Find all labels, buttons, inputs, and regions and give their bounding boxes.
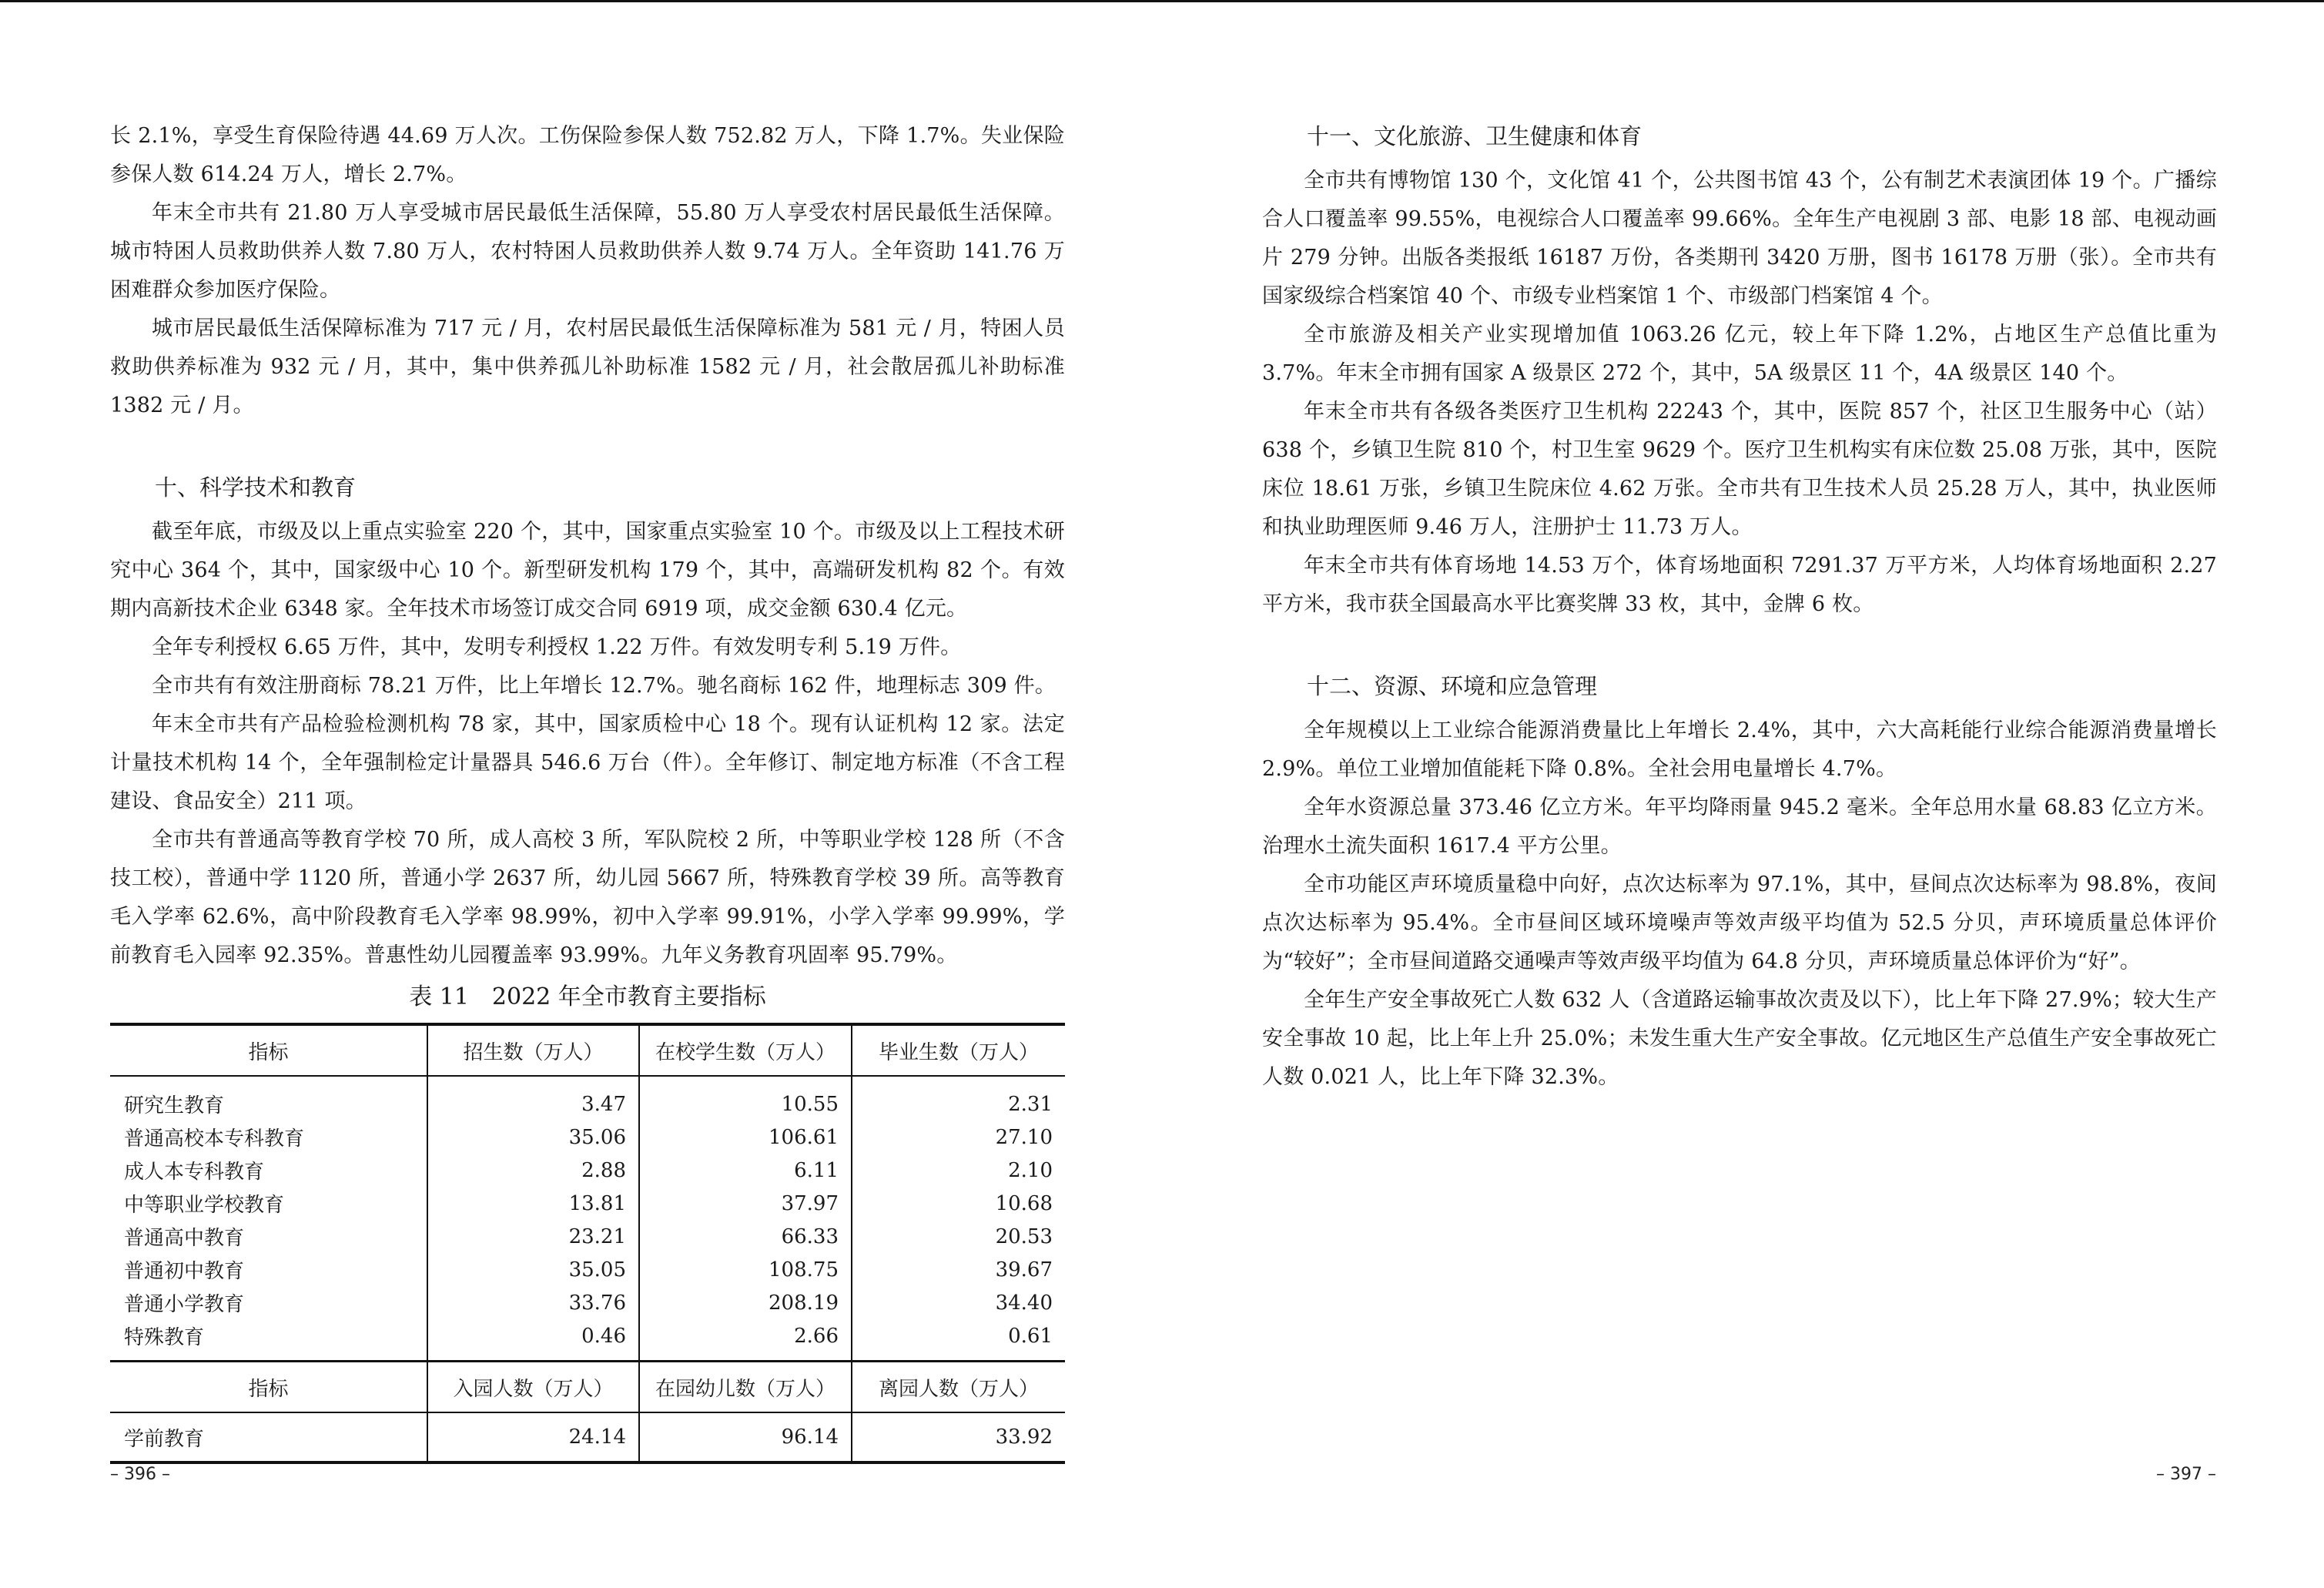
cell: 3.47	[427, 1076, 639, 1121]
column-header: 离园人数（万人）	[852, 1362, 1065, 1413]
page-number: – 397 –	[2156, 1465, 2216, 1484]
row-label: 普通高校本专科教育	[124, 1127, 305, 1151]
cell: 0.61	[852, 1319, 1065, 1362]
cell: 24.14	[427, 1412, 639, 1462]
paragraph: 年末全市共有各级各类医疗卫生机构 22243 个，其中，医院 857 个，社区卫生服务中心（站）638 个，乡镇卫生院 810 个，村卫生室 9629 个。医疗卫生机构实有床位数 25.08 万张，其中，医院床位 18.61 万张，乡镇卫生院床位 4.62 万张。全市共有卫生技术人员 25.28 万人，其中，执业医师和执业助理医师 9.46 万人，注册护士 11.73 万人。	[1262, 400, 2217, 539]
table-row	[110, 1220, 1065, 1253]
column-header: 招生数（万人）	[427, 1024, 639, 1076]
section-heading: 十一、文化旅游、卫生健康和体育	[1307, 123, 1643, 149]
education-table	[110, 1023, 1065, 1464]
cell: 106.61	[639, 1121, 852, 1154]
paragraph: 年末全市共有产品检验检测机构 78 家，其中，国家质检中心 18 个。现有认证机构 12 家。法定计量技术机构 14 个，全年强制检定计量器具 546.6 万台（件）。全年修订、制定地方标准（不含工程建设、食品安全）211 项。	[110, 712, 1065, 813]
cell: 96.14	[639, 1412, 852, 1462]
cell: 2.10	[852, 1154, 1065, 1187]
cell: 33.92	[852, 1412, 1065, 1462]
cell: 39.67	[852, 1253, 1065, 1286]
right-column	[1262, 117, 2217, 1097]
table-row	[110, 1319, 1065, 1362]
paragraph: 全年专利授权 6.65 万件，其中，发明专利授权 1.22 万件。有效发明专利 5.19 万件。	[152, 635, 962, 659]
paragraph: 全市旅游及相关产业实现增加值 1063.26 亿元，较上年下降 1.2%，占地区生产总值比重为 3.7%。年末全市拥有国家 A 级景区 272 个，其中，5A 级景区 11 个，4A 级景区 140 个。	[1262, 323, 2217, 385]
left-column	[110, 117, 1065, 1464]
row-label: 特殊教育	[124, 1326, 205, 1349]
paragraph: 年末全市共有 21.80 万人享受城市居民最低生活保障，55.80 万人享受农村居民最低生活保障。城市特困人员救助供养人数 7.80 万人，农村特困人员救助供养人数 9.74 万人。全年资助 141.76 万困难群众参加医疗保险。	[110, 201, 1065, 302]
column-header: 在园幼儿数（万人）	[639, 1362, 852, 1413]
table-header-row	[110, 1362, 1065, 1413]
cell: 10.55	[639, 1076, 852, 1121]
table-row	[110, 1187, 1065, 1220]
paragraph: 全市功能区声环境质量稳中向好，点次达标率为 97.1%，其中，昼间点次达标率为 98.8%，夜间点次达标率为 95.4%。全市昼间区域环境噪声等效声级平均值为 52.5 分贝，声环境质量总体评价为“较好”；全市昼间道路交通噪声等效声级平均值为 64.8 分贝，声环境质量总体评价为“好”。	[1262, 873, 2217, 973]
column-header: 在校学生数（万人）	[639, 1024, 852, 1076]
row-label: 研究生教育	[124, 1094, 225, 1117]
paragraph: 城市居民最低生活保障标准为 717 元 / 月，农村居民最低生活保障标准为 581 元 / 月，特困人员救助供养标准为 932 元 / 月，其中，集中供养孤儿补助标准 1582 元 / 月，社会散居孤儿补助标准 1382 元 / 月。	[110, 317, 1065, 417]
row-label: 普通高中教育	[124, 1227, 245, 1250]
paragraph: 全市共有有效注册商标 78.21 万件，比上年增长 12.7%。驰名商标 162 件，地理标志 309 件。	[152, 674, 1057, 698]
cell: 2.88	[427, 1154, 639, 1187]
cell: 0.46	[427, 1319, 639, 1362]
cell: 35.06	[427, 1121, 639, 1154]
table-caption: 表 11 2022 年全市教育主要指标	[409, 983, 766, 1010]
column-header: 毕业生数（万人）	[852, 1024, 1065, 1076]
column-header: 指标	[110, 1024, 427, 1076]
paragraph: 长 2.1%，享受生育保险待遇 44.69 万人次。工伤保险参保人数 752.82 万人，下降 1.7%。失业保险参保人数 614.24 万人，增长 2.7%。	[110, 124, 1065, 186]
paragraph: 全年生产安全事故死亡人数 632 人（含道路运输事故次责及以下），比上年下降 27.9%；较大生产安全事故 10 起，比上年上升 25.0%；未发生重大生产安全事故。亿元地区生产总值生产安全事故死亡人数 0.021 人，比上年下降 32.3%。	[1262, 988, 2217, 1089]
cell: 10.68	[852, 1187, 1065, 1220]
table-row	[110, 1121, 1065, 1154]
column-header: 指标	[110, 1362, 427, 1413]
right-page	[1162, 0, 2324, 1588]
section-heading: 十二、资源、环境和应急管理	[1307, 673, 1598, 699]
table-row	[110, 1286, 1065, 1319]
cell: 37.97	[639, 1187, 852, 1220]
cell: 35.05	[427, 1253, 639, 1286]
cell: 13.81	[427, 1187, 639, 1220]
row-label: 成人本专科教育	[124, 1161, 265, 1184]
cell: 23.21	[427, 1220, 639, 1253]
paragraph: 年末全市共有体育场地 14.53 万个，体育场地面积 7291.37 万平方米，人均体育场地面积 2.27 平方米，我市获全国最高水平比赛奖牌 33 枚，其中，金牌 6 枚。	[1262, 554, 2217, 616]
cell: 208.19	[639, 1286, 852, 1319]
cell: 6.11	[639, 1154, 852, 1187]
table-row	[110, 1253, 1065, 1286]
table-header-row	[110, 1024, 1065, 1076]
paragraph: 截至年底，市级及以上重点实验室 220 个，其中，国家重点实验室 10 个。市级及以上工程技术研究中心 364 个，其中，国家级中心 10 个。新型研发机构 179 个，其中，高端研发机构 82 个。有效期内高新技术企业 6348 家。全年技术市场签订成交合同 6919 项，成交金额 630.4 亿元。	[110, 520, 1065, 621]
row-label: 普通小学教育	[124, 1293, 245, 1316]
paragraph: 全年规模以上工业综合能源消费量比上年增长 2.4%，其中，六大高耗能行业综合能源消费量增长 2.9%。单位工业增加值能耗下降 0.8%。全社会用电量增长 4.7%。	[1262, 719, 2217, 781]
table-row	[110, 1154, 1065, 1187]
table-row	[110, 1412, 1065, 1462]
row-label: 普通初中教育	[124, 1260, 245, 1283]
cell: 34.40	[852, 1286, 1065, 1319]
cell: 33.76	[427, 1286, 639, 1319]
section-heading: 十、科学技术和教育	[155, 474, 357, 501]
paragraph: 全市共有普通高等教育学校 70 所，成人高校 3 所，军队院校 2 所，中等职业学校 128 所（不含技工校），普通中学 1120 所，普通小学 2637 所，幼儿园 5667 所，特殊教育学校 39 所。高等教育毛入学率 62.6%，高中阶段教育毛入学率 98.99%，初中入学率 99.91%，小学入学率 99.99%，学前教育毛入园率 92.35%。普惠性幼儿园覆盖率 93.99%。九年义务教育巩固率 95.79%。	[110, 828, 1065, 967]
cell: 20.53	[852, 1220, 1065, 1253]
cell: 108.75	[639, 1253, 852, 1286]
cell: 27.10	[852, 1121, 1065, 1154]
cell: 66.33	[639, 1220, 852, 1253]
page-number: – 396 –	[110, 1465, 170, 1484]
cell: 2.66	[639, 1319, 852, 1362]
row-label: 中等职业学校教育	[124, 1194, 285, 1217]
paragraph: 全市共有博物馆 130 个，文化馆 41 个，公共图书馆 43 个，公有制艺术表演团体 19 个。广播综合人口覆盖率 99.55%，电视综合人口覆盖率 99.66%。全年生产电视剧 3 部、电影 18 部、电视动画片 279 分钟。出版各类报纸 16187 万份，各类期刊 3420 万册，图书 16178 万册（张）。全市共有国家级综合档案馆 40 个、市级专业档案馆 1 个、市级部门档案馆 4 个。	[1262, 169, 2217, 308]
cell: 2.31	[852, 1076, 1065, 1121]
table-row	[110, 1076, 1065, 1121]
column-header: 入园人数（万人）	[427, 1362, 639, 1413]
paragraph: 全年水资源总量 373.46 亿立方米。年平均降雨量 945.2 毫米。全年总用水量 68.83 亿立方米。治理水土流失面积 1617.4 平方公里。	[1262, 796, 2217, 858]
row-label: 学前教育	[124, 1427, 205, 1451]
